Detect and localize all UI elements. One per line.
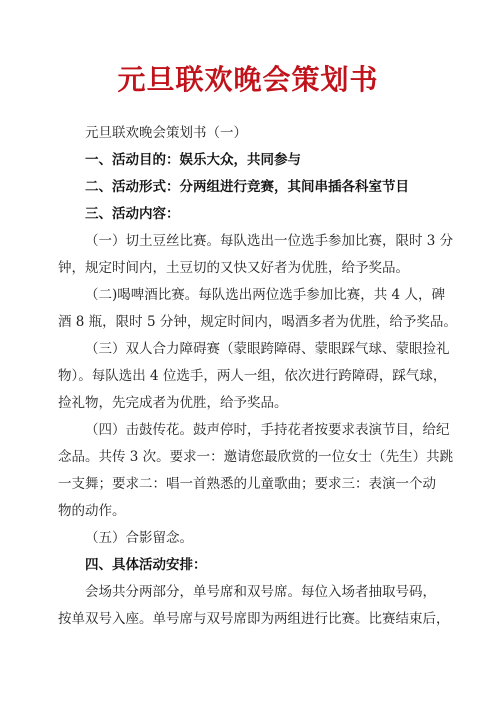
arrangement-line-2: 按单双号入座。单号席与双号席即为两组进行比赛。比赛结束后， (58, 611, 450, 627)
arrangement-line-1: 会场共分两部分，单号席和双号席。每位入场者抽取号码， (85, 584, 436, 600)
section-format-heading: 二、活动形式：分两组进行竞赛，其间串插各科室节目 (85, 179, 409, 195)
item-1-line-2: 钟，规定时间内，土豆切的又快又好者为优胜，给予奖品。 (58, 260, 409, 276)
section-purpose-heading: 一、活动目的：娱乐大众，共同参与 (85, 152, 301, 168)
item-2-line-2: 酒 8 瓶，限时 5 分钟，规定时间内，喝酒多者为优胜，给予奖品。 (58, 314, 457, 330)
item-4-line-4: 物的动作。 (58, 503, 126, 519)
document-title: 元旦联欢晚会策划书 (117, 63, 379, 96)
item-5-line: （五）合影留念。 (85, 530, 193, 546)
item-3-line-2: 物）。每队选出 4 位选手，两人一组，依次进行跨障碍，踩气球， (58, 368, 447, 384)
item-4-line-2: 念品。共传 3 次。要求一：邀请您最欣赏的一位女士（先生）共跳 (58, 449, 454, 465)
item-3-line-3: 捡礼物，先完成者为优胜，给予奖品。 (58, 395, 288, 411)
document-subtitle: 元旦联欢晚会策划书（一） (85, 125, 247, 141)
section-content-heading: 三、活动内容： (85, 206, 180, 222)
section-arrangement-heading: 四、具体活动安排： (85, 557, 207, 573)
item-1-line-1: （一）切土豆丝比赛。每队选出一位选手参加比赛，限时 3 分 (85, 233, 454, 249)
item-3-line-1: （三）双人合力障碍赛（蒙眼跨障碍、蒙眼踩气球、蒙眼捡礼 (85, 341, 450, 357)
item-2-line-1: （二)喝啤酒比赛。每队选出两位选手参加比赛，共 4 人，碑 (85, 287, 445, 303)
item-4-line-3: 一支舞；要求二：唱一首熟悉的儿童歌曲；要求三：表演一个动 (58, 476, 436, 492)
item-4-line-1: （四）击鼓传花。鼓声停时，手持花者按要求表演节目，给纪 (85, 422, 450, 438)
